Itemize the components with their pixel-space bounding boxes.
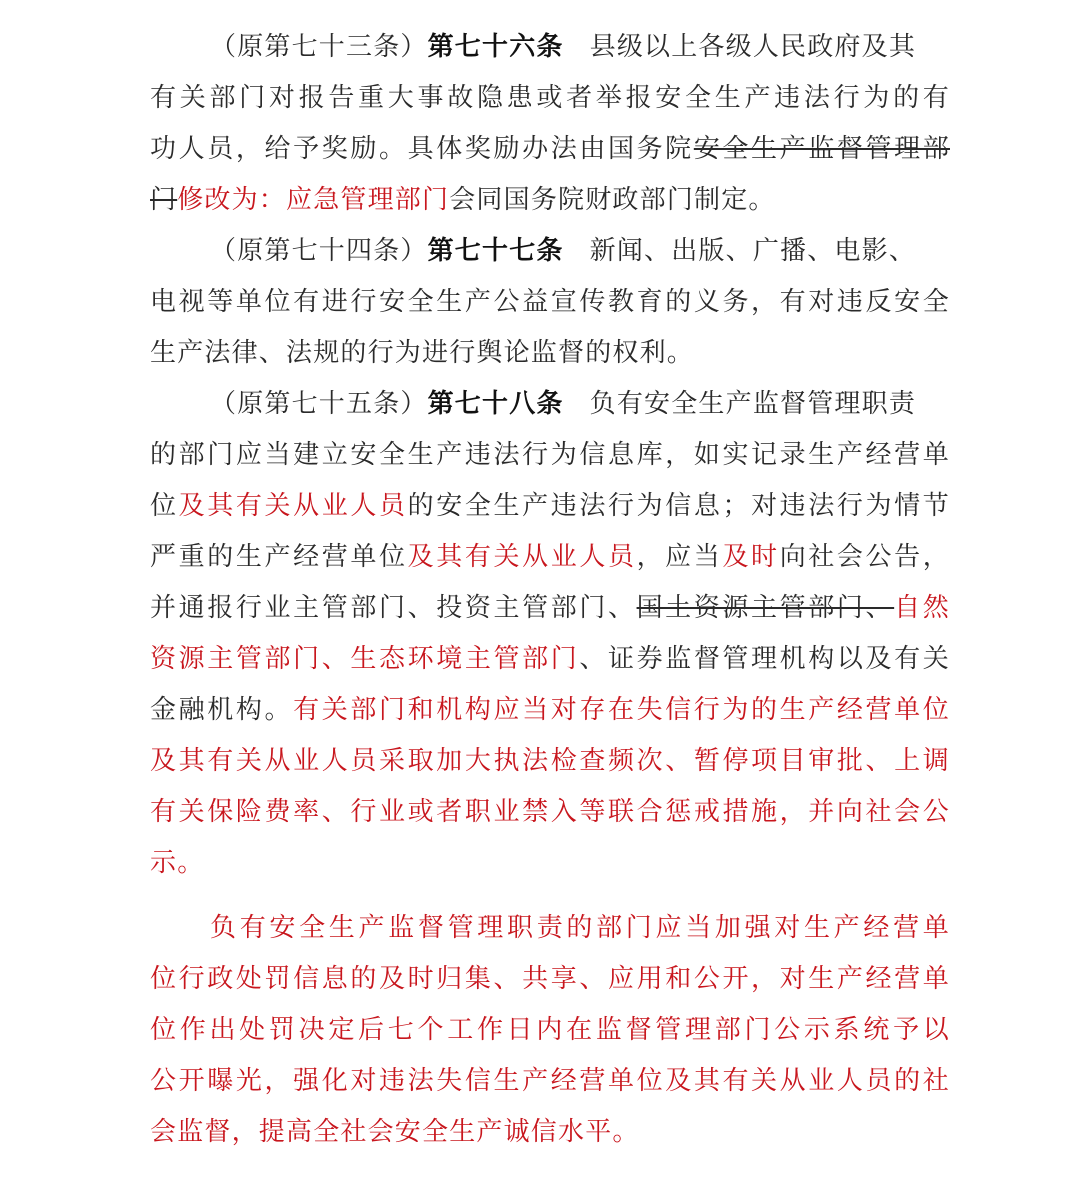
article-text: 的安全生产违法行为信息；对违法行为情节 [407,491,950,521]
article-title: 第七十八条 [427,389,564,419]
article-78-line-4 [150,532,950,583]
original-article-number: （原第七十五条） [210,389,428,419]
amendment-text: 有关部门和机构应当对存在失信行为的生产经营单位 [293,695,950,725]
amendment-text: 及时 [722,542,780,572]
original-article-number: （原第七十四条） [210,236,428,266]
article-77-line-3: 生产法律、法规的行为进行舆论监督的权利。 [150,338,695,368]
article-76-line-3 [150,124,950,175]
article-78-heading-line [150,379,950,430]
article-78-line-5 [150,583,950,634]
article-text: 新闻、出版、广播、电影、 [589,236,917,266]
article-text: 向社会公告， [779,542,950,572]
added-paragraph-line-2: 位行政处罚信息的及时归集、共享、应用和公开，对生产经营单 [150,964,950,994]
amendment-text: 修改为：应急管理部门 [177,185,450,215]
article-78-line-8: 及其有关从业人员采取加大执法检查频次、暂停项目审批、上调 [150,746,950,776]
article-text: 并通报行业主管部门、投资主管部门、 [150,593,637,623]
added-paragraph-line-1: 负有安全生产监督管理职责的部门应当加强对生产经营单 [210,913,950,943]
article-text: 负有安全生产监督管理职责 [589,389,917,419]
article-76-line-4 [150,175,950,226]
amendment-text: 及其有关从业人员 [178,491,408,521]
article-title: 第七十六条 [427,32,564,62]
article-78-line-10: 示。 [150,848,205,878]
deleted-text: 安全生产监督管理部 [693,134,950,164]
article-78-line-6 [150,634,950,685]
article-78-line-7 [150,685,950,736]
amendment-text: 资源主管部门、生态环境主管部门 [150,644,580,674]
article-text: 会同国务院财政部门制定。 [449,185,776,215]
added-paragraph-line-3: 位作出处罚决定后七个工作日内在监督管理部门公示系统予以 [150,1015,950,1045]
article-76-line-2: 有关部门对报告重大事故隐患或者举报安全生产违法行为的有 [150,83,950,113]
article-77-line-2: 电视等单位有进行安全生产公益宣传教育的义务，有对违反安全 [150,287,950,317]
original-article-number: （原第七十三条） [210,32,428,62]
article-text: 功人员，给予奖励。具体奖励办法由国务院 [150,134,694,164]
article-text: ，应当 [636,542,723,572]
added-paragraph-line-4: 公开曝光，强化对违法失信生产经营单位及其有关从业人员的社 [150,1066,950,1096]
article-text: 位 [150,491,179,521]
article-text: 、证券监督管理机构以及有关 [579,644,950,674]
deleted-text: 国土资源主管部门、 [636,593,895,623]
article-78-line-2: 的部门应当建立安全生产违法行为信息库，如实记录生产经营单 [150,440,950,470]
article-text: 金融机构。 [150,695,294,725]
article-78-line-9: 有关保险费率、行业或者职业禁入等联合惩戒措施，并向社会公 [150,797,950,827]
article-77-heading-line [150,226,950,277]
document-page [150,22,950,1158]
deleted-text: 门 [150,185,178,215]
amendment-text: 自然 [894,593,950,623]
amendment-text: 及其有关从业人员 [407,542,637,572]
article-text: 严重的生产经营单位 [150,542,408,572]
article-text: 县级以上各级人民政府及其 [589,32,917,62]
article-76-heading-line [150,22,950,73]
article-78-line-3 [150,481,950,532]
article-title: 第七十七条 [427,236,564,266]
added-paragraph-line-5: 会监督，提高全社会安全生产诚信水平。 [150,1117,640,1147]
